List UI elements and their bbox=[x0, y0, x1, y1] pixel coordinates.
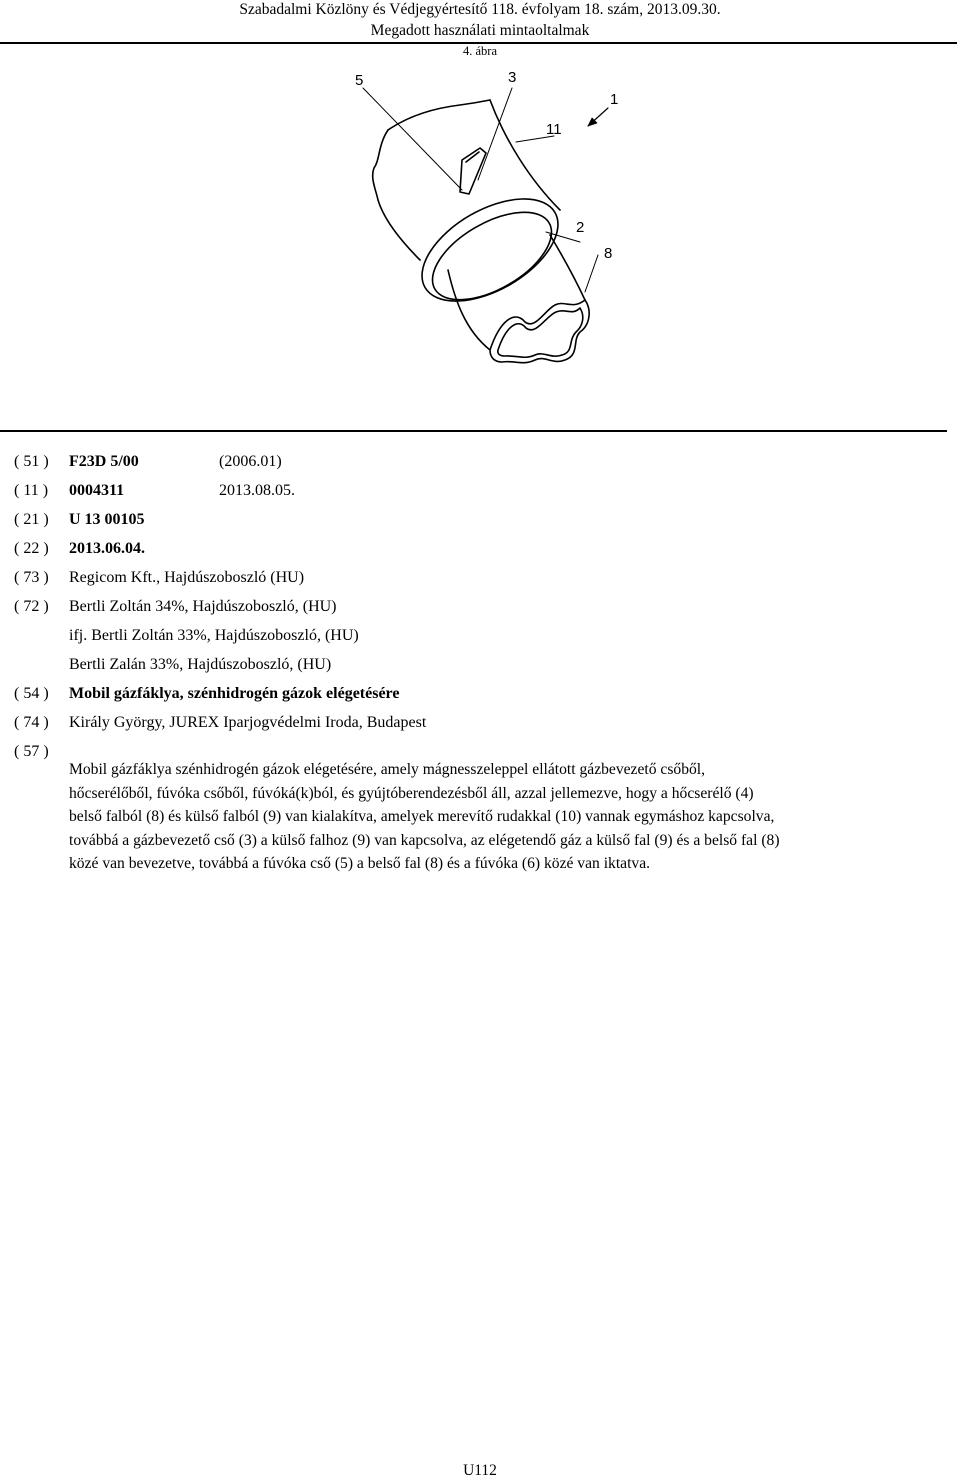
field-code: ( 72 ) bbox=[14, 598, 49, 615]
abstract-line: közé van bevezetve, továbbá a fúvóka cső (5) a belső fal (8) és a fúvóka (6) közé van iktatva. bbox=[69, 855, 651, 873]
label-11: 11 bbox=[546, 121, 562, 138]
abstract-line: belső falból (8) és külső falból (9) van kialakítva, amelyek merevítő rudakkal (10) vannak egymáshoz kapcsolva, bbox=[69, 808, 775, 826]
journal-title: Szabadalmi Közlöny és Védjegyértesítő 118. évfolyam 18. szám, 2013.09.30. bbox=[239, 1, 721, 18]
field-code: ( 51 ) bbox=[14, 453, 49, 470]
label-5: 5 bbox=[355, 72, 364, 89]
inner-tube-right-edge bbox=[550, 235, 585, 300]
field-code: ( 73 ) bbox=[14, 569, 49, 586]
label-8: 8 bbox=[604, 245, 613, 262]
field-code: ( 57 ) bbox=[14, 743, 49, 760]
inventor: Bertli Zalán 33%, Hajdúszoboszló, (HU) bbox=[69, 656, 332, 673]
representative: Király György, JUREX Iparjogvédelmi Iroda, Budapest bbox=[69, 714, 427, 731]
field-code: ( 74 ) bbox=[14, 714, 49, 731]
ipc-class: F23D 5/00 bbox=[69, 453, 139, 470]
filing-date: 2013.06.04. bbox=[69, 540, 145, 557]
owner: Regicom Kft., Hajdúszoboszló (HU) bbox=[69, 569, 305, 586]
field-code: ( 11 ) bbox=[14, 482, 49, 499]
abstract-text bbox=[69, 758, 939, 876]
field-code: ( 21 ) bbox=[14, 511, 49, 528]
registration-date: 2013.08.05. bbox=[219, 482, 295, 499]
section-rule bbox=[0, 430, 947, 432]
application-number: U 13 00105 bbox=[69, 511, 145, 528]
figure-caption: 4. ábra bbox=[462, 44, 497, 58]
section-title: Megadott használati mintaoltalmak bbox=[370, 22, 590, 39]
field-code: ( 22 ) bbox=[14, 540, 49, 557]
ipc-version: (2006.01) bbox=[219, 453, 282, 470]
label-3: 3 bbox=[508, 69, 517, 86]
inner-tube-left-edge bbox=[448, 270, 490, 350]
abstract-line: Mobil gázfáklya szénhidrogén gázok elégetésére, amely mágnesszeleppel ellátott gázbevezető csőből, bbox=[69, 761, 706, 778]
abstract-line: hőcserélőből, fúvóka csőből, fúvóká(k)ból, és gyújtóberendezésből áll, azzal jellemezve, hogy a hőcserélő (4) bbox=[69, 784, 754, 802]
patent-drawing bbox=[340, 60, 630, 370]
label-1: 1 bbox=[610, 91, 619, 108]
inventor: Bertli Zoltán 34%, Hajdúszoboszló, (HU) bbox=[69, 598, 337, 615]
label-2: 2 bbox=[576, 219, 585, 236]
invention-title: Mobil gázfáklya, szénhidrogén gázok elégetésére bbox=[69, 685, 400, 702]
abstract-line: továbbá a gázbevezető cső (3) a külső falhoz (9) van kapcsolva, az elégetendő gáz a külső fal (9) és a belső fal (8) bbox=[69, 831, 780, 849]
registration-number: 0004311 bbox=[69, 482, 125, 499]
outer-tube-right-edge bbox=[490, 100, 560, 210]
page-code: U112 bbox=[463, 1462, 497, 1479]
field-code: ( 54 ) bbox=[14, 685, 49, 702]
slot-outline bbox=[460, 148, 486, 194]
outer-tube-left-edge bbox=[373, 130, 420, 260]
outer-tube-top-break bbox=[388, 100, 490, 130]
inventor: ifj. Bertli Zoltán 33%, Hajdúszoboszló, (HU) bbox=[69, 627, 359, 644]
